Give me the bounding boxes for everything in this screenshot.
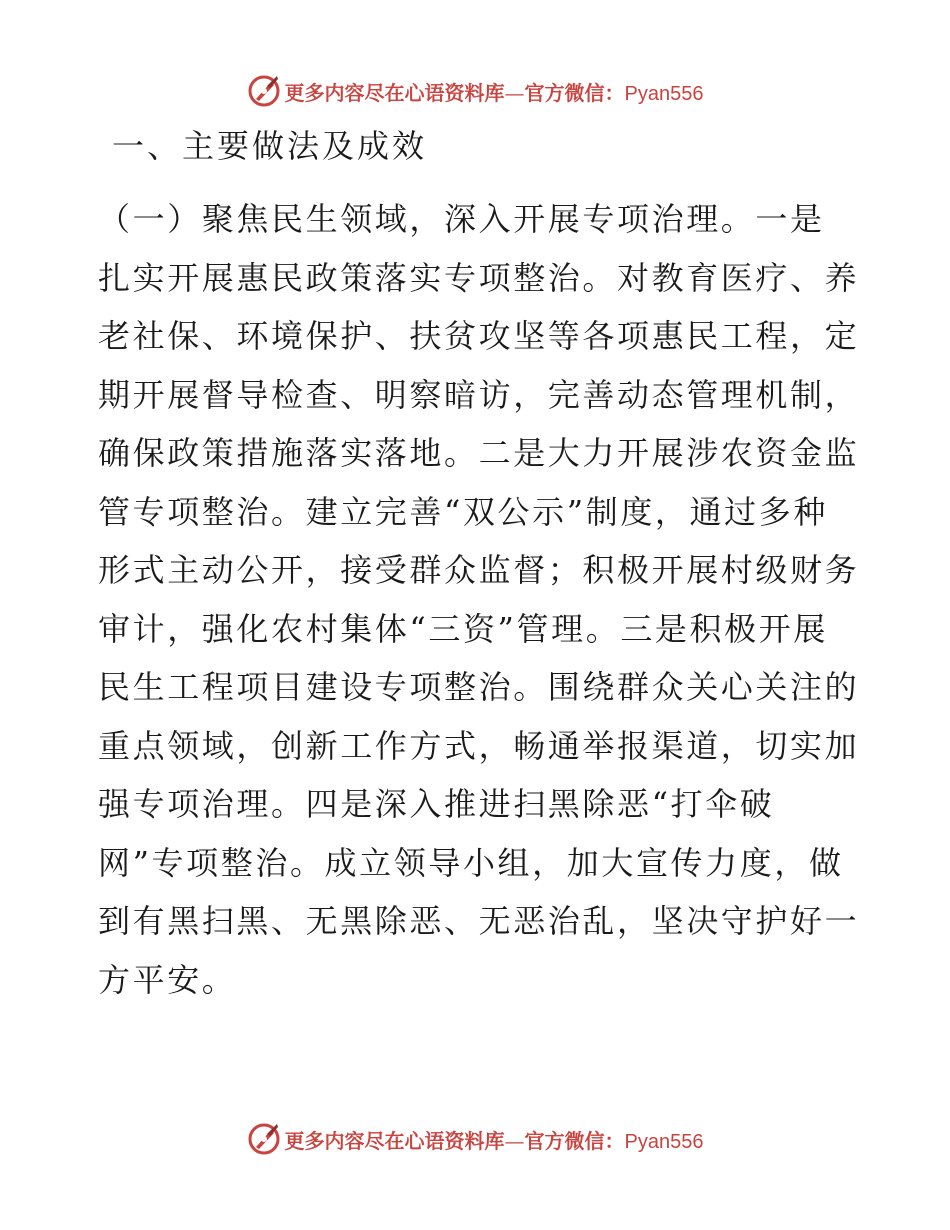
watermark-text: 更多内容尽在心语资料库—官方微信：Pyan556 xyxy=(284,1128,704,1153)
quill-pen-logo-icon xyxy=(247,1122,281,1156)
footer-watermark xyxy=(0,1119,950,1159)
header-watermark xyxy=(0,71,950,111)
paragraph-line: 网”专项整治。成立领导小组，加大宣传力度，做 xyxy=(98,843,844,882)
paragraph-line: 管专项整治。建立完善“双公示”制度，通过多种 xyxy=(98,492,828,531)
paragraph-line: 确保政策措施落实落地。二是大力开展涉农资金监 xyxy=(98,434,860,472)
paragraph-line: 老社保、环境保护、扶贫攻坚等各项惠民工程，定 xyxy=(98,317,860,355)
paragraph-line: 强专项治理。四是深入推进扫黑除恶“打伞破 xyxy=(98,785,775,823)
paragraph-line: 形式主动公开，接受群众监督；积极开展村级财务 xyxy=(98,551,860,589)
section-heading: 一、主要做法及成效 xyxy=(112,127,428,165)
paragraph-line: 扎实开展惠民政策落实专项整治。对教育医疗、养 xyxy=(98,258,860,297)
quill-pen-logo-icon xyxy=(247,74,281,108)
paragraph-line: 期开展督导检查、明察暗访，完善动态管理机制， xyxy=(98,375,860,414)
watermark-text: 更多内容尽在心语资料库—官方微信：Pyan556 xyxy=(284,80,704,105)
paragraph-line: 重点领域，创新工作方式，畅通举报渠道，切实加 xyxy=(98,726,860,765)
paragraph-line: 审计，强化农村集体“三资”管理。三是积极开展 xyxy=(98,609,828,648)
paragraph-line: （一）聚焦民生领域，深入开展专项治理。一是 xyxy=(98,200,825,238)
paragraph-line: 方平安。 xyxy=(98,960,237,999)
paragraph-line: 到有黑扫黑、无黑除恶、无恶治乱，坚决守护好一 xyxy=(98,902,860,940)
body-paragraph xyxy=(98,190,858,1009)
paragraph-line: 民生工程项目建设专项整治。围绕群众关心关注的 xyxy=(98,668,860,706)
